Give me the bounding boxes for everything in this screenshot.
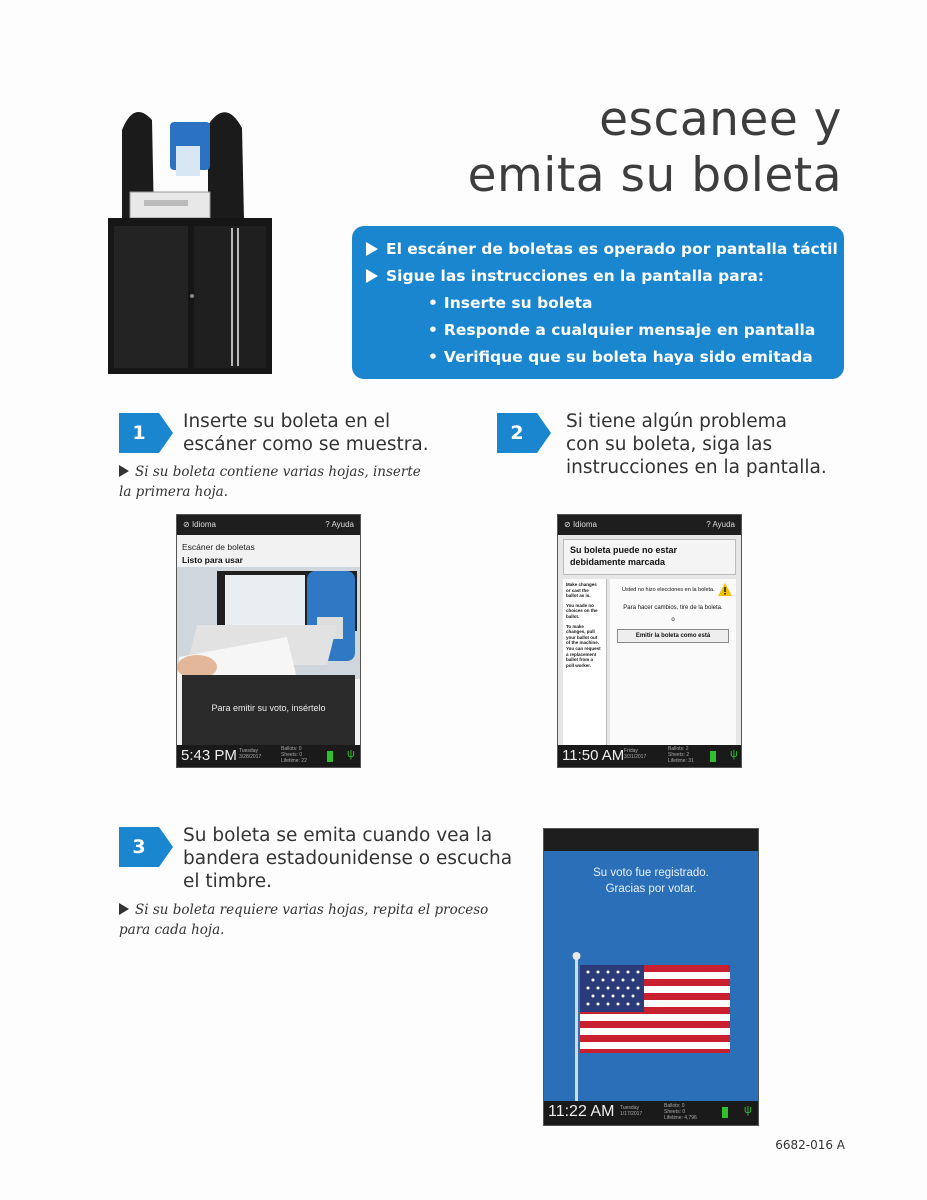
step-1-text: Inserte su boleta en el escáner como se muestra. bbox=[183, 411, 429, 455]
vote-recorded-message: Su voto fue registrado. Gracias por votar. bbox=[593, 867, 709, 895]
page-title bbox=[468, 92, 842, 204]
or-separator: o bbox=[671, 617, 675, 623]
screen-top-bar bbox=[558, 515, 741, 535]
ballot-problem-screen bbox=[557, 514, 742, 768]
insert-prompt-panel bbox=[182, 675, 355, 745]
vote-recorded-screen bbox=[543, 828, 759, 1126]
screen-status: Listo para usar bbox=[182, 555, 243, 565]
cast-ballot-as-is-button[interactable]: Emitir la boleta como está bbox=[617, 629, 729, 643]
make-changes-message: Para hacer cambios, tire de la boleta. bbox=[623, 605, 723, 611]
help-label: ? Ayuda bbox=[706, 520, 735, 529]
insert-prompt-text: Para emitir su voto, insértelo bbox=[211, 703, 326, 713]
step-3-badge: 3 bbox=[119, 827, 173, 867]
document-code: 6682-016 A bbox=[775, 1138, 845, 1152]
step-2-text: Si tiene algún problema con su boleta, siga las instrucciones en la pantalla. bbox=[566, 411, 827, 478]
power-plug-icon: ψ bbox=[744, 1104, 752, 1116]
screen-top-bar bbox=[544, 829, 758, 851]
no-choices-message: Usted no hizo elecciones en la boleta. bbox=[622, 587, 715, 593]
clock-display: 11:22 AM bbox=[548, 1103, 615, 1120]
power-plug-icon: ψ bbox=[347, 748, 355, 760]
screen-status-bar: 11:22 AM Tuesday 1/17/2017 Ballots: 0 Sheets: 0 Lifetime: 4,796 ψ bbox=[544, 1101, 758, 1125]
screen-status-bar: 11:50 AM Friday 3/31/2017 Ballots: 2 Sheets: 2 Lifetime: 31 ψ bbox=[558, 745, 741, 767]
warning-icon bbox=[718, 583, 732, 596]
instruction-subitem: • Verifique que su boleta haya sido emitada bbox=[428, 348, 813, 366]
ballot-scanner-booth-image bbox=[104, 100, 276, 376]
language-icon: ⊘ bbox=[183, 520, 190, 529]
instruction-sidebar: Make changes or cast the ballot as is. You made no choices on the ballot. To make changes, pull your ballot out of the machine. You can request a replacement ballot from a poll worker. bbox=[563, 579, 607, 745]
scanner-ready-screen bbox=[176, 514, 361, 768]
clock-display: 11:50 AM bbox=[562, 747, 625, 764]
power-plug-icon: ψ bbox=[730, 748, 738, 760]
instruction-subitem: • Inserte su boleta bbox=[428, 294, 593, 312]
warning-heading: Su boleta puede no estar debidamente marcada bbox=[563, 539, 736, 575]
language-label: Idioma bbox=[572, 520, 597, 529]
instruction-subitem: • Responde a cualquier mensaje en pantalla bbox=[428, 321, 816, 339]
step-3-text: Su boleta se emita cuando vea la bandera estadounidense o escucha el timbre. bbox=[183, 825, 513, 892]
battery-icon bbox=[327, 751, 333, 762]
warning-content bbox=[610, 579, 736, 745]
help-label: ? Ayuda bbox=[325, 520, 354, 529]
language-icon: ⊘ bbox=[564, 520, 571, 529]
screen-top-bar bbox=[177, 515, 360, 535]
instruction-item: El escáner de boletas es operado por pantalla táctil bbox=[366, 236, 830, 263]
step-1-note: Si su boleta contiene varias hojas, inserte la primera hoja. bbox=[119, 464, 421, 500]
instruction-item: Sigue las instrucciones en la pantalla para: bbox=[366, 263, 830, 290]
battery-icon bbox=[722, 1107, 728, 1118]
step-1-badge: 1 bbox=[119, 413, 173, 453]
inserting-ballot-photo bbox=[177, 567, 361, 679]
screen-status-bar: 5:43 PM Tuesday 3/28/2017 Ballots: 0 Sheets: 0 Lifetime: 22 ψ bbox=[177, 745, 360, 767]
play-arrow-icon bbox=[366, 269, 378, 283]
play-arrow-icon bbox=[119, 465, 129, 477]
clock-display: 5:43 PM bbox=[181, 747, 237, 764]
language-label: Idioma bbox=[191, 520, 216, 529]
instructions-box bbox=[352, 226, 844, 379]
title-line-1: escanee y bbox=[599, 92, 842, 147]
battery-icon bbox=[710, 751, 716, 762]
step-3-note: Si su boleta requiere varias hojas, repita el proceso para cada hoja. bbox=[119, 902, 489, 938]
american-flag-image bbox=[570, 949, 740, 1109]
step-2-badge: 2 bbox=[497, 413, 551, 453]
title-line-2: emita su boleta bbox=[467, 148, 842, 203]
play-arrow-icon bbox=[366, 242, 378, 256]
screen-heading: Escáner de boletas bbox=[182, 542, 255, 552]
play-arrow-icon bbox=[119, 903, 129, 915]
